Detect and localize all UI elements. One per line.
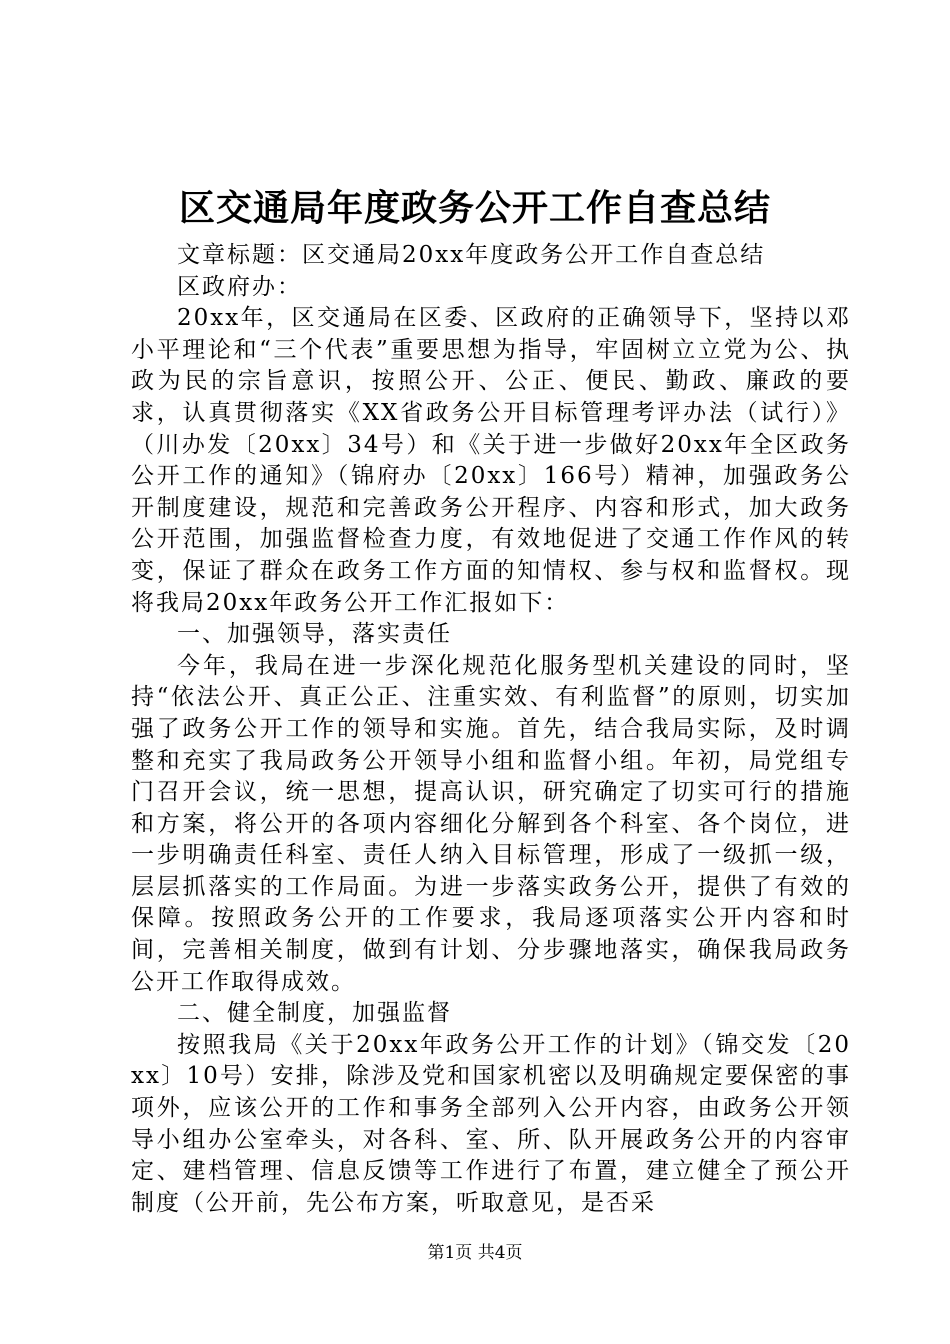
section-heading-2: 二、健全制度，加强监督: [177, 1000, 452, 1027]
page-footer: 第1页 共4页: [427, 1243, 523, 1263]
recipient-line: 区政府办：: [177, 273, 302, 300]
section-heading-1: 一、加强领导，落实责任: [177, 621, 452, 648]
article-title-line: 文章标题：区交通局20xx年度政务公开工作自查总结: [177, 242, 766, 268]
section-2-paragraph: 按照我局《关于20xx年政务公开工作的计划》（锦交发〔20xx〕10号）安排，除涉及党和国家机密以及明确规定要保密的事项外，应该公开的工作和事务全部列入公开内容，由政务公开领导小组办公室牵头，对各科、室、所、队开展政务公开的内容审定、建档管理、信息反馈等工作进行了布置，建立健全了预公开制度（公开前，先公布方案，听取意见，是否采: [131, 1031, 851, 1216]
intro-paragraph: 20xx年，区交通局在区委、区政府的正确领导下，坚持以邓小平理论和“三个代表”重要思想为指导，牢固树立立党为公、执政为民的宗旨意识，按照公开、公正、便民、勤政、廉政的要求，认真贯彻落实《XX省政务公开目标管理考评办法（试行）》（川办发〔20xx〕34号）和《关于进一步做好20xx年全区政务公开工作的通知》（锦府办〔20xx〕166号）精神，加强政务公开制度建设，规范和完善政务公开程序、内容和形式，加大政务公开范围，加强监督检查力度，有效地促进了交通工作作风的转变，保证了群众在政务工作方面的知情权、参与权和监督权。现将我局20xx年政务公开工作汇报如下：: [131, 305, 851, 616]
document-body: [131, 240, 851, 1219]
document-title: 区交通局年度政务公开工作自查总结: [178, 187, 771, 229]
section-1-paragraph: 今年，我局在进一步深化规范化服务型机关建设的同时，坚持“依法公开、真正公正、注重实效、有利监督”的原则，切实加强了政务公开工作的领导和实施。首先，结合我局实际，及时调整和充实了我局政务公开领导小组和监督小组。年初，局党组专门召开会议，统一思想，提高认识，研究确定了切实可行的措施和方案，将公开的各项内容细化分解到各个科室、各个岗位，进一步明确责任科室、责任人纳入目标管理，形成了一级抓一级，层层抓落实的工作局面。为进一步落实政务公开，提供了有效的保障。按照政务公开的工作要求，我局逐项落实公开内容和时间，完善相关制度，做到有计划、分步骤地落实，确保我局政务公开工作取得成效。: [131, 652, 851, 995]
